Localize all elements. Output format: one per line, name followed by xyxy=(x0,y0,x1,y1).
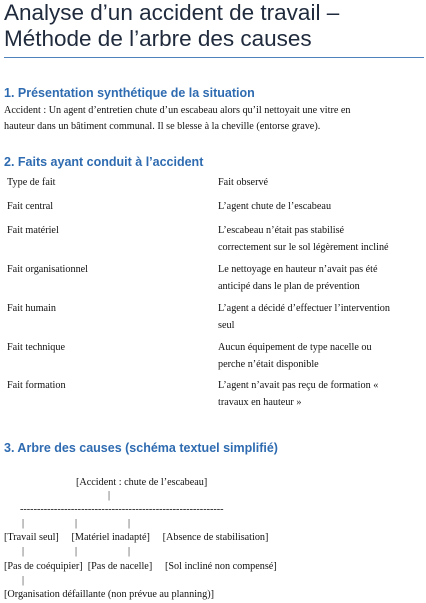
tree-cause-row: [Travail seul] [Matériel inadapté] [Absence de stabilisation] xyxy=(4,532,269,543)
observed-line: Le nettoyage en hauteur n’avait pas été xyxy=(218,264,378,275)
tree-root-node: [Accident : chute de l’escabeau] xyxy=(76,477,208,488)
title-line-2: Méthode de l’arbre des causes xyxy=(4,26,312,51)
tree-root-cause: [Organisation défaillante (non prévue au planning)] xyxy=(4,589,214,600)
tree-connector: | xyxy=(22,575,25,586)
table-cell-type: Fait matériel xyxy=(7,225,59,236)
tree-cause-row: [Pas de coéquipier] [Pas de nacelle] [Sol incliné non compensé] xyxy=(4,561,277,572)
tree-branch-line: ------------------------------------------------------------ xyxy=(20,504,224,515)
table-cell-observed xyxy=(218,199,422,216)
section-3-heading: 3. Arbre des causes (schéma textuel simplifié) xyxy=(4,441,278,455)
section-2-heading: 2. Faits ayant conduit à l’accident xyxy=(4,155,204,169)
table-cell-observed xyxy=(218,262,422,295)
observed-line: correctement sur le sol légèrement incliné xyxy=(218,241,389,253)
observed-line: seul xyxy=(218,319,235,331)
table-header-type: Type de fait xyxy=(7,177,56,188)
table-cell-type: Fait humain xyxy=(7,303,56,314)
document-title xyxy=(4,0,424,52)
observed-line: Aucun équipement de type nacelle ou xyxy=(218,342,372,353)
table-cell-type: Fait central xyxy=(7,201,54,212)
tree-connector: | | | xyxy=(22,518,130,529)
title-underline xyxy=(4,57,424,58)
observed-line: anticipé dans le plan de prévention xyxy=(218,280,360,292)
table-cell-observed xyxy=(218,301,422,334)
observed-line: L’agent chute de l’escabeau xyxy=(218,201,332,212)
table-cell-observed xyxy=(218,378,422,411)
section-1-line-2: hauteur dans un bâtiment communal. Il se blesse à la cheville (entorse grave). xyxy=(4,121,321,132)
observed-line: L’escabeau n’était pas stabilisé xyxy=(218,225,345,236)
table-cell-observed xyxy=(218,340,422,373)
observed-line: travaux en hauteur » xyxy=(218,396,302,408)
section-1-heading: 1. Présentation synthétique de la situation xyxy=(4,86,255,100)
table-cell-type: Fait technique xyxy=(7,342,65,353)
observed-line: perche n’était disponible xyxy=(218,358,319,370)
table-cell-type: Fait organisationnel xyxy=(7,264,89,275)
table-header-observed: Fait observé xyxy=(218,177,269,188)
tree-connector: | xyxy=(108,490,111,501)
observed-line: L’agent a décidé d’effectuer l’intervention xyxy=(218,303,390,314)
table-cell-observed xyxy=(218,223,422,256)
title-line-1: Analyse d’un accident de travail – xyxy=(4,0,340,25)
section-1-line-1: Accident : Un agent d’entretien chute d’un escabeau alors qu’il nettoyait une vitre en xyxy=(4,105,351,116)
tree-connector: | | | xyxy=(22,546,130,557)
table-cell-type: Fait formation xyxy=(7,380,66,391)
observed-line: L’agent n’avait pas reçu de formation « xyxy=(218,380,379,391)
